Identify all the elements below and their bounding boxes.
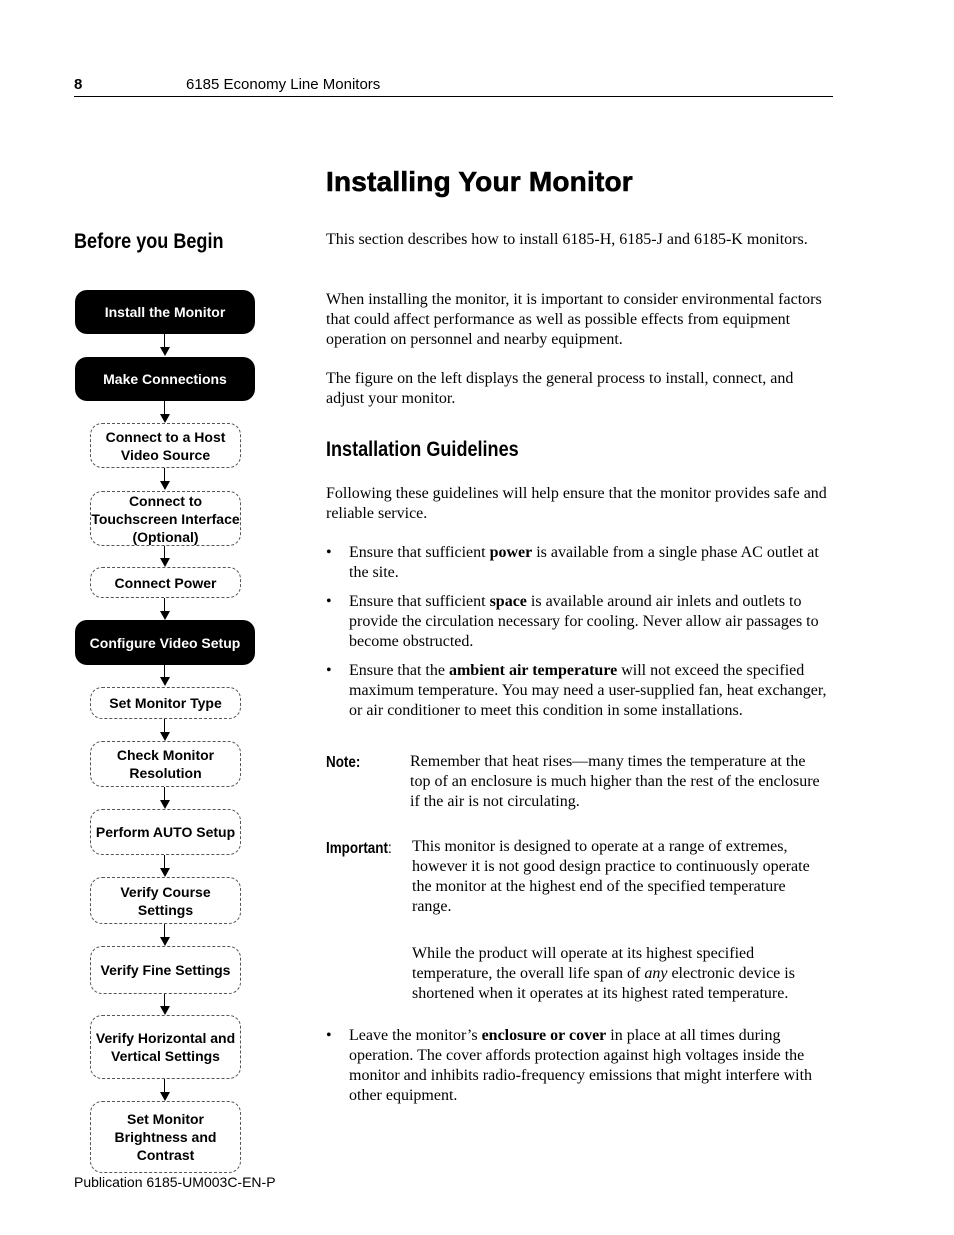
step-set-monitor-type: Set Monitor Type — [90, 687, 241, 719]
important-text: electronic device is shortened when it operates at its highest rated temperature. — [412, 965, 795, 1002]
bullet-text: Ensure that sufficient — [349, 544, 490, 561]
step-verify-fine-settings: Verify Fine Settings — [90, 946, 241, 994]
bullet-power — [326, 543, 831, 583]
intro-paragraph-1: This section describes how to install 6185-H, 6185-J and 6185-K monitors. — [326, 231, 808, 248]
bullet-space — [326, 592, 831, 652]
flow-connector — [164, 787, 165, 800]
flow-connector — [164, 665, 165, 677]
important-emphasis: any — [644, 965, 668, 982]
arrow-down-icon — [160, 414, 170, 423]
step-check-resolution: Check Monitor Resolution — [90, 741, 241, 787]
note-label: Note: — [326, 754, 361, 771]
step-connect-touchscreen: Connect to Touchscreen Interface (Optional) — [91, 492, 240, 545]
bullet-text: is available from a single phase AC outlet at the site. — [349, 544, 819, 581]
step-set-brightness-contrast: Set Monitor Brightness and Contrast — [90, 1101, 241, 1173]
flow-connector — [164, 401, 165, 414]
bullet-text: Leave the monitor’s — [349, 1027, 482, 1044]
flow-connector — [164, 546, 165, 558]
publication-footer: Publication 6185-UM003C-EN-P — [74, 1174, 276, 1190]
bullet-text: will not exceed the specified maximum temperature. You may need a user-supplied fan, heat exchanger, or air conditioner to meet this condition in some installations. — [349, 662, 827, 719]
arrow-down-icon — [160, 868, 170, 877]
arrow-down-icon — [160, 937, 170, 946]
arrow-down-icon — [160, 481, 170, 490]
important-label — [326, 840, 392, 858]
installation-flowchart — [0, 0, 320, 1235]
bullet-text: is available around air inlets and outlets to provide the circulation necessary for cooling. Never allow air passages to become obstructed. — [349, 593, 819, 650]
bullet-text: Ensure that sufficient — [349, 593, 490, 610]
important-text: While the product will operate at its highest specified temperature, the overall life span of — [412, 945, 755, 982]
bullet-enclosure — [326, 1026, 831, 1106]
arrow-down-icon — [160, 558, 170, 567]
flow-connector — [164, 855, 165, 868]
flow-connector — [164, 334, 165, 348]
note-text: Remember that heat rises—many times the temperature at the top of an enclosure is much higher than the rest of the enclosure if the air is not circulating. — [410, 753, 820, 810]
bullet-ambient-temperature — [326, 661, 831, 721]
flow-connector — [164, 598, 165, 611]
bullet-emphasis: enclosure or cover — [481, 1027, 607, 1044]
bullet-emphasis: space — [489, 593, 527, 610]
flow-connector — [164, 994, 165, 1006]
arrow-down-icon — [160, 347, 170, 356]
bullet-dot: • — [326, 593, 332, 610]
important-text-1: This monitor is designed to operate at a range of extremes, however it is not good design practice to continuously operate the monitor at the highest end of the specified temperature range. — [412, 838, 810, 915]
flow-connector — [164, 924, 165, 937]
flow-connector — [164, 719, 165, 732]
arrow-down-icon — [160, 800, 170, 809]
important-colon: : — [387, 840, 392, 857]
bullet-text: in place at all times during operation. The cover affords protection against high voltages inside the monitor and inhibits radio-frequency emissions that might interfere with other equipment. — [349, 1027, 813, 1104]
bullet-text: Ensure that the — [349, 662, 449, 679]
step-verify-course-settings: Verify Course Settings — [90, 877, 241, 924]
step-install-monitor: Install the Monitor — [75, 290, 255, 334]
arrow-down-icon — [160, 1006, 170, 1015]
important-text-2 — [412, 944, 832, 1004]
bullet-dot: • — [326, 1027, 332, 1044]
step-connect-host-video: Connect to a Host Video Source — [90, 423, 241, 468]
page-number: 8 — [74, 76, 83, 93]
step-configure-video-setup: Configure Video Setup — [75, 620, 255, 665]
arrow-down-icon — [160, 611, 170, 620]
bullet-dot: • — [326, 544, 332, 561]
flow-connector — [164, 1079, 165, 1092]
step-connect-power: Connect Power — [90, 567, 241, 598]
flow-connector — [164, 468, 165, 482]
bullet-emphasis: power — [489, 544, 533, 561]
bullet-dot: • — [326, 662, 332, 679]
side-heading: Before you Begin — [74, 230, 224, 253]
page-title: Installing Your Monitor — [326, 166, 633, 197]
bullet-emphasis: ambient air temperature — [448, 662, 618, 679]
step-make-connections: Make Connections — [75, 357, 255, 401]
step-perform-auto-setup: Perform AUTO Setup — [90, 809, 241, 855]
step-verify-horizontal-vertical: Verify Horizontal and Vertical Settings — [90, 1015, 241, 1079]
important-label-text: Important — [326, 840, 388, 857]
intro-paragraph-2: When installing the monitor, it is important to consider environmental factors that could affect performance as well as possible effects from equipment operation on personnel and nearby equipment. — [326, 291, 822, 348]
arrow-down-icon — [160, 732, 170, 741]
intro-paragraph-3: The figure on the left displays the general process to install, connect, and adjust your monitor. — [326, 370, 794, 407]
guidelines-lead: Following these guidelines will help ensure that the monitor provides safe and reliable service. — [326, 485, 827, 522]
running-header-title: 6185 Economy Line Monitors — [186, 76, 381, 93]
arrow-down-icon — [160, 1092, 170, 1101]
section-heading: Installation Guidelines — [326, 438, 519, 461]
arrow-down-icon — [160, 677, 170, 686]
